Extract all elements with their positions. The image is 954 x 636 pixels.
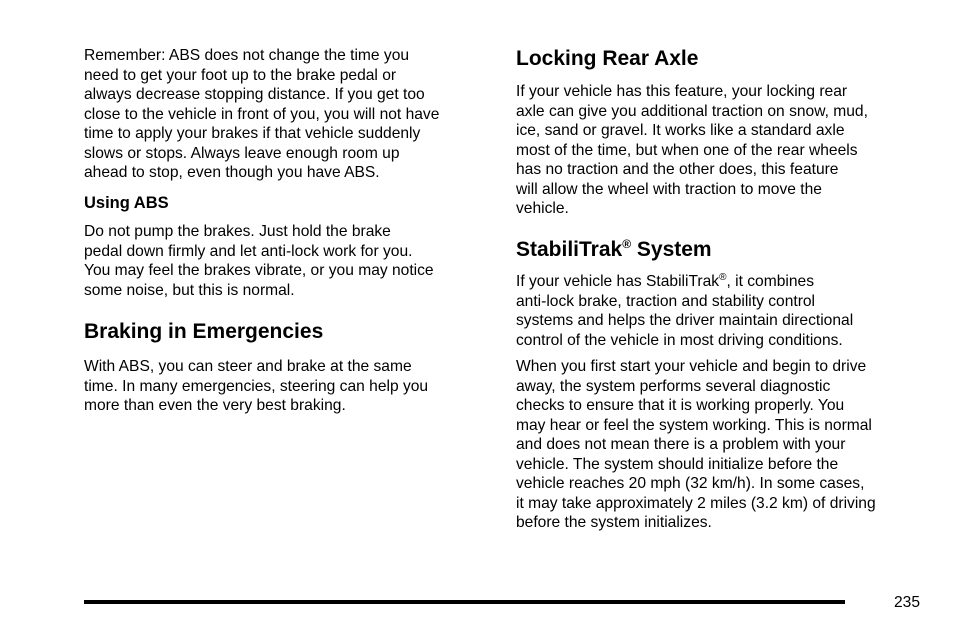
registered-mark: ® [622, 237, 632, 251]
braking-emergencies-paragraph: With ABS, you can steer and brake at the same time. In many emergencies, steering can help you more than even the very best braking. [84, 358, 429, 414]
stabilitrak-heading [516, 238, 712, 262]
stabilitrak-intro-rest: , it combines anti-lock brake, traction and stability control systems and helps the driver maintain directional control of the vehicle in most driving conditions. [516, 273, 854, 349]
using-abs-heading: Using ABS [84, 194, 169, 212]
locking-rear-axle-heading: Locking Rear Axle [516, 47, 699, 70]
stabilitrak-intro-start: If your vehicle has StabiliTrak [516, 273, 720, 290]
page-number: 235 [893, 594, 920, 611]
stabilitrak-intro-paragraph [516, 272, 853, 350]
registered-mark-inline: ® [719, 271, 727, 283]
abs-reminder-paragraph: Remember: ABS does not change the time you need to get your foot up to the brake pedal or always decrease stopping distance. If you get too close to the vehicle in front of you, you will not have time to apply your brakes if that vehicle suddenly slows or stops. Always leave enough room up ahead to stop, even though you have ABS. [84, 47, 440, 181]
stabilitrak-heading-rest: System [631, 238, 712, 261]
stabilitrak-heading-name: StabiliTrak [516, 238, 623, 261]
using-abs-paragraph: Do not pump the brakes. Just hold the brake pedal down firmly and let anti-lock work for you. You may feel the brakes vibrate, or you may notice some noise, but this is normal. [84, 223, 434, 299]
locking-rear-axle-paragraph: If your vehicle has this feature, your locking rear axle can give you additional traction on snow, mud, ice, sand or gravel. It works like a standard axle most of the time, but when one of the rear wheels has no traction and the other does, this feature will allow the wheel with traction to move the vehicle. [516, 83, 868, 217]
stabilitrak-startup-paragraph: When you first start your vehicle and begin to drive away, the system performs several diagnostic checks to ensure that it is working properly. You may hear or feel the system working. This is normal and does not mean there is a problem with your vehicle. The system should initialize before the vehicle reaches 20 mph (32 km/h). In some cases, it may take approximately 2 miles (3.2 km) of driving before the system initializes. [516, 358, 876, 531]
footer-rule [84, 600, 845, 604]
braking-emergencies-heading: Braking in Emergencies [84, 320, 324, 343]
